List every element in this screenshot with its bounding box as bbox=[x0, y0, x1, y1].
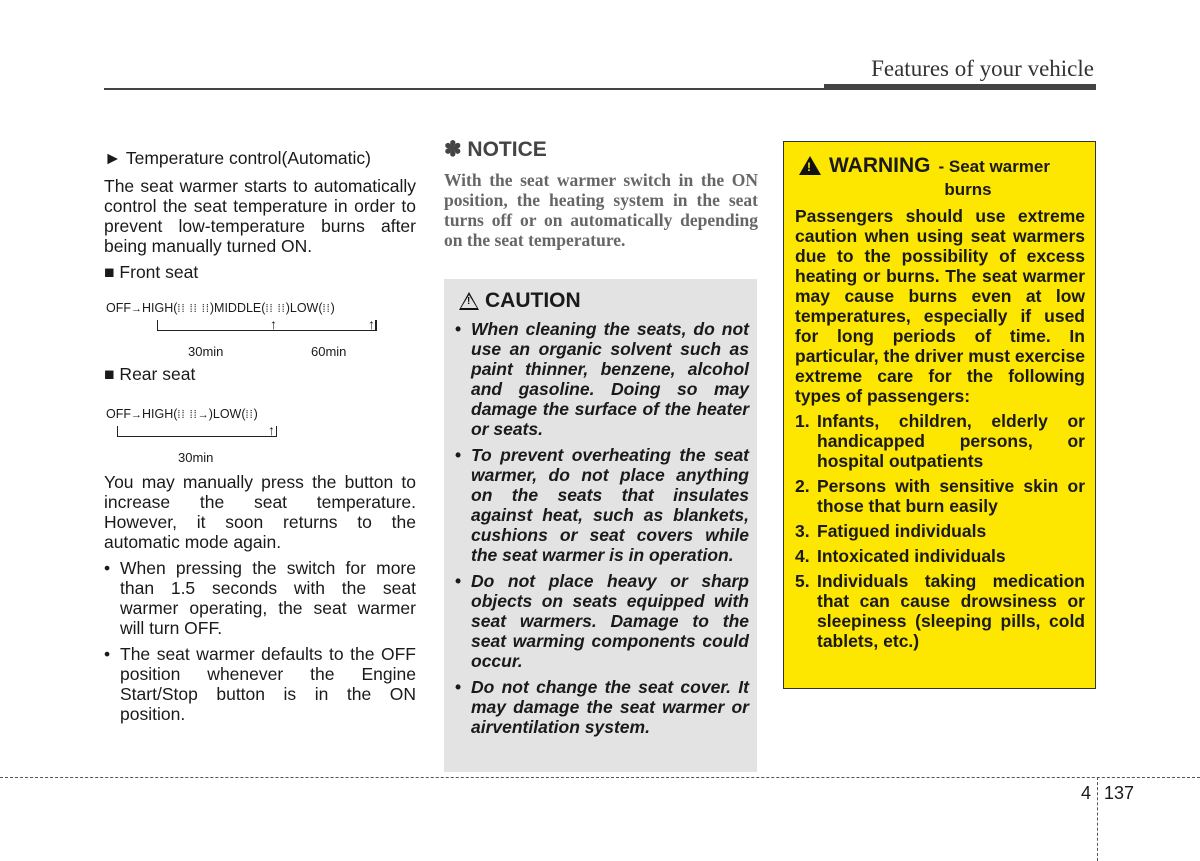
front-timeline-bracket bbox=[157, 320, 377, 331]
front-duration-30: 30min bbox=[188, 344, 224, 359]
arrow-icon: → bbox=[131, 409, 142, 421]
warning-list-item bbox=[795, 411, 1085, 471]
item-number: 1. bbox=[795, 411, 810, 431]
item-text: Infants, children, elderly or handicapped persons, or hospital outpatients bbox=[817, 411, 1085, 471]
caution-item: • Do not place heavy or sharp objects on seats equipped with seat warmers. Damage to the seat warming components could occur. bbox=[453, 571, 749, 671]
front-seat-sequence bbox=[106, 298, 335, 319]
seq-middle: )MIDDLE( bbox=[209, 301, 266, 315]
warning-title: WARNING bbox=[829, 154, 931, 177]
front-duration-60: 60min bbox=[311, 344, 347, 359]
caution-item: • When cleaning the seats, do not use an organic solvent such as paint thinner, benzene, alcohol and gasoline. Doing so may damage the surface of the heater or seats. bbox=[453, 319, 749, 439]
intro-paragraph: The seat warmer starts to automatically control the seat temperature in order to prevent low-temperature burns after being manually turned ON. bbox=[104, 176, 416, 256]
header-rule-accent bbox=[824, 84, 1096, 90]
seq-off: OFF bbox=[106, 407, 131, 421]
notice-body: With the seat warmer switch in the ON position, the heating system in the seat turns off or on automatically depending on the seat temperature. bbox=[444, 170, 758, 250]
rear-timeline-bracket bbox=[117, 426, 277, 437]
rear-seat-sequence bbox=[106, 404, 258, 425]
caution-title: CAUTION bbox=[485, 289, 581, 312]
item-text: Intoxicated individuals bbox=[817, 546, 1006, 566]
warning-triangle-icon: ! bbox=[799, 156, 821, 175]
info-bullet: • The seat warmer defaults to the OFF position whenever the Engine Start/Stop button is in the ON position. bbox=[104, 644, 416, 724]
rear-duration-30: 30min bbox=[178, 450, 214, 465]
footer-divider bbox=[1097, 777, 1098, 861]
footer-rule bbox=[0, 777, 1200, 778]
heat-level-2-icon: ⁞⁞ ⁞⁞ bbox=[265, 303, 286, 315]
front-seat-label: ■ Front seat bbox=[104, 262, 199, 282]
arrow-icon: → bbox=[197, 409, 209, 421]
item-text: Persons with sensitive skin or those that burn easily bbox=[817, 476, 1085, 516]
warning-box bbox=[783, 141, 1096, 689]
front-timeline-bracket-2 bbox=[375, 320, 376, 331]
item-text: Individuals taking medication that can cause drowsiness or sleepiness (sleeping pills, cold tablets, etc.) bbox=[817, 571, 1085, 651]
warning-list-item bbox=[795, 476, 1085, 516]
caution-heading bbox=[459, 289, 749, 313]
rear-seat-diagram bbox=[104, 392, 416, 472]
warning-subtitle: - Seat warmer bbox=[938, 157, 1050, 176]
seq-off: OFF bbox=[106, 301, 131, 315]
front-seat-diagram bbox=[104, 290, 416, 360]
item-number: 5. bbox=[795, 571, 810, 591]
caution-item: • Do not change the seat cover. It may damage the seat warmer or airventilation system. bbox=[453, 677, 749, 737]
warning-list-item bbox=[795, 546, 1085, 566]
seq-low: )LOW( bbox=[208, 407, 246, 421]
notice-section bbox=[444, 137, 758, 250]
caution-item: • To prevent overheating the seat warmer, do not place anything on the seats that insulates against heat, such as blankets, cushions or seat covers while the seat warmer is in operation. bbox=[453, 445, 749, 565]
heat-level-1-icon: ⁞⁞ bbox=[245, 409, 254, 421]
info-bullet: • When pressing the switch for more than 1.5 seconds with the seat warmer operating, the seat warmer will turn OFF. bbox=[104, 558, 416, 638]
up-arrow-icon: ↑ bbox=[368, 316, 375, 332]
warning-list-item bbox=[795, 571, 1085, 651]
item-number: 4. bbox=[795, 546, 810, 566]
warning-heading bbox=[795, 154, 1085, 178]
heat-level-3-icon: ⁞⁞ ⁞⁞ ⁞⁞ bbox=[177, 303, 210, 315]
warning-list-item bbox=[795, 521, 1085, 541]
warning-subtitle-line2: burns bbox=[944, 180, 992, 199]
warning-body: Passengers should use extreme caution when using seat warmers due to the possibility of excess heating or burns. The seat warmer may cause burns even at low temperatures, especially if used for long periods of time. In particular, the driver must exercise extreme care for the following types of passengers: bbox=[795, 206, 1085, 406]
notice-title: ✽ NOTICE bbox=[444, 138, 547, 161]
caution-triangle-icon: ! bbox=[459, 292, 479, 310]
chapter-number: 4 bbox=[1081, 783, 1092, 803]
seq-high: HIGH( bbox=[142, 301, 178, 315]
heat-level-1-icon: ⁞⁞ bbox=[322, 303, 331, 315]
seq-close: ) bbox=[330, 301, 335, 315]
page-number: 137 bbox=[1104, 783, 1135, 803]
heat-level-2-icon: ⁞⁞ ⁞⁞ bbox=[177, 409, 198, 421]
arrow-icon: → bbox=[131, 303, 142, 315]
item-number: 3. bbox=[795, 521, 810, 541]
up-arrow-icon: ↑ bbox=[268, 422, 275, 438]
temperature-control-heading: ► Temperature control(Automatic) bbox=[104, 148, 371, 168]
seq-high: HIGH( bbox=[142, 407, 178, 421]
seq-low: )LOW( bbox=[285, 301, 323, 315]
seq-close: ) bbox=[253, 407, 258, 421]
item-text: Fatigued individuals bbox=[817, 521, 987, 541]
left-column bbox=[104, 144, 416, 730]
rear-seat-label: ■ Rear seat bbox=[104, 364, 196, 384]
up-arrow-icon: ↑ bbox=[270, 316, 277, 332]
page-header-title: Features of your vehicle bbox=[871, 56, 1094, 81]
manual-paragraph: You may manually press the button to increase the seat temperature. However, it soon returns to the automatic mode again. bbox=[104, 472, 416, 552]
caution-box bbox=[444, 279, 757, 772]
item-number: 2. bbox=[795, 476, 810, 496]
